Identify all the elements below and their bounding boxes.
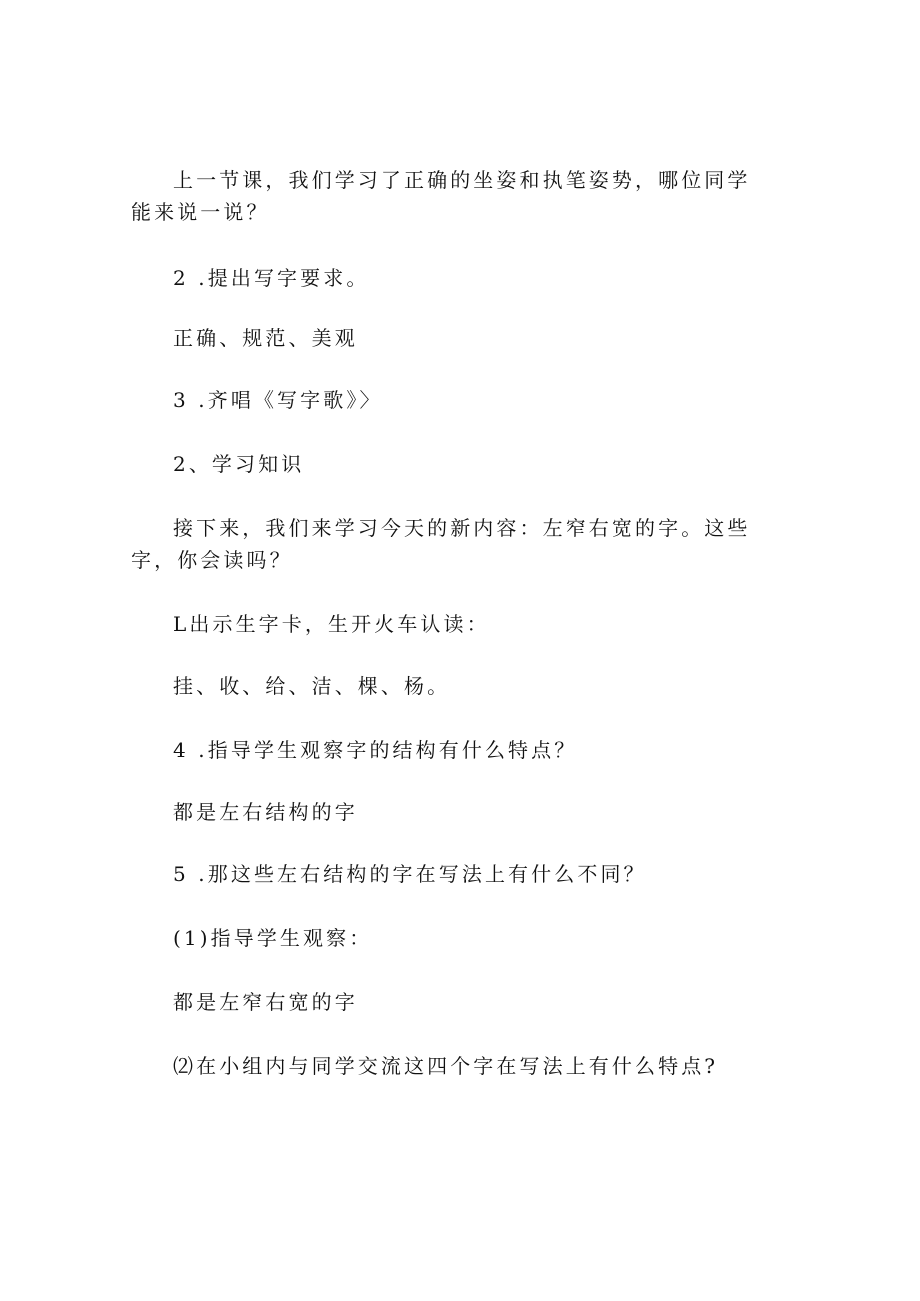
- paragraph-section-2: 2、学习知识: [173, 452, 305, 476]
- paragraph-item-3: 3 .齐唱《写字歌》〉: [173, 388, 383, 412]
- paragraph-flashcards: L出示生字卡，生开火车认读：: [173, 612, 490, 636]
- paragraph-width-answer: 都是左窄右宽的字: [173, 990, 358, 1014]
- paragraph-new-content: 接下来，我们来学习今天的新内容：左窄右宽的字。这些字，你会读吗？: [131, 516, 751, 572]
- paragraph-subitem-2: ⑵在小组内与同学交流这四个字在写法上有什么特点?: [173, 1054, 719, 1078]
- paragraph-review-question: 上一节课，我们学习了正确的坐姿和执笔姿势，哪位同学能来说一说？: [131, 168, 751, 224]
- paragraph-structure-answer: 都是左右结构的字: [173, 800, 358, 824]
- paragraph-item-5: 5 .那这些左右结构的字在写法上有什么不同？: [173, 862, 647, 886]
- paragraph-subitem-1: (1)指导学生观察：: [173, 926, 373, 950]
- paragraph-requirements: 正确、规范、美观: [173, 326, 358, 350]
- paragraph-characters: 挂、收、给、洁、棵、杨。: [173, 674, 451, 698]
- paragraph-item-4: 4 .指导学生观察字的结构有什么特点？: [173, 738, 578, 762]
- paragraph-item-2: 2 .提出写字要求。: [173, 266, 370, 290]
